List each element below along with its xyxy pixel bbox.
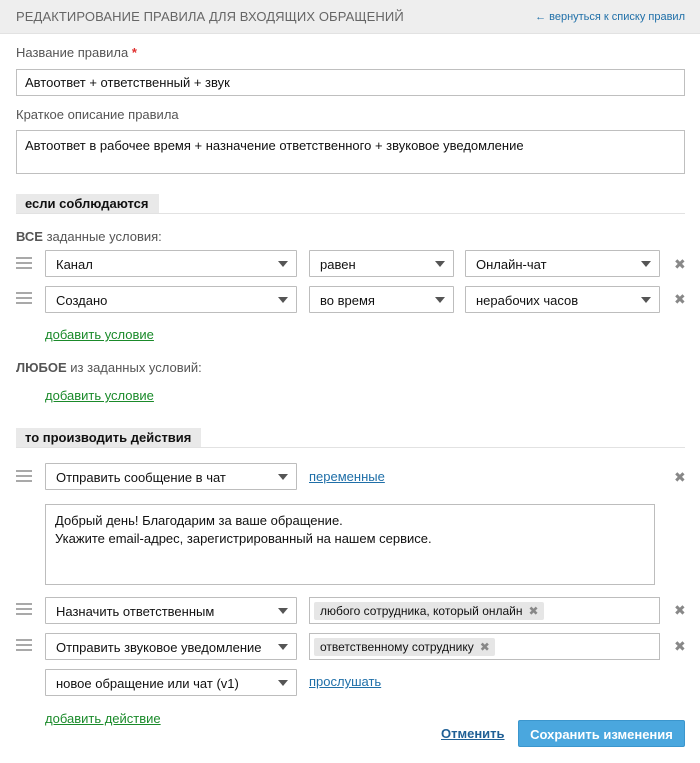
- rule-description-input[interactable]: Автоответ в рабочее время + назначение ответственного + звуковое уведомление: [16, 130, 685, 174]
- dropdown-arrow-icon: [435, 297, 445, 303]
- assignee-tag: любого сотрудника, который онлайн ✖: [314, 602, 544, 620]
- dropdown-arrow-icon: [278, 297, 288, 303]
- conditions-section-title: если соблюдаются: [16, 194, 159, 214]
- section-divider: [16, 213, 685, 214]
- drag-handle-icon[interactable]: [16, 257, 32, 269]
- listen-link[interactable]: прослушать: [309, 674, 382, 689]
- dropdown-arrow-icon: [278, 261, 288, 267]
- page-header: [0, 0, 700, 34]
- any-conditions-label: ЛЮБОЕ из заданных условий:: [16, 360, 202, 375]
- action-type-select[interactable]: Назначить ответственным: [45, 597, 297, 624]
- all-conditions-label: ВСЕ заданные условия:: [16, 229, 162, 244]
- actions-section-title: то производить действия: [16, 428, 201, 448]
- section-divider: [16, 447, 685, 448]
- condition-operator-select[interactable]: во время: [309, 286, 454, 313]
- dropdown-arrow-icon: [435, 261, 445, 267]
- tag-remove-icon[interactable]: ✖: [479, 640, 490, 654]
- recipient-tag: ответственному сотруднику ✖: [314, 638, 495, 656]
- action-type-select[interactable]: Отправить сообщение в чат: [45, 463, 297, 490]
- sound-recipient-tag-input[interactable]: [309, 633, 660, 660]
- rule-description-label: Краткое описание правила: [16, 107, 179, 122]
- remove-action-icon[interactable]: ✖: [674, 469, 686, 485]
- assignee-tag-input[interactable]: [309, 597, 660, 624]
- dropdown-arrow-icon: [278, 474, 288, 480]
- condition-value-select[interactable]: Онлайн-чат: [465, 250, 660, 277]
- condition-field-select[interactable]: Канал: [45, 250, 297, 277]
- dropdown-arrow-icon: [641, 297, 651, 303]
- condition-operator-select[interactable]: равен: [309, 250, 454, 277]
- sound-select[interactable]: новое обращение или чат (v1): [45, 669, 297, 696]
- dropdown-arrow-icon: [641, 261, 651, 267]
- chat-message-textarea[interactable]: Добрый день! Благодарим за ваше обращение. Укажите email-адрес, зарегистрированный на нашем сервисе.: [45, 504, 655, 585]
- drag-handle-icon[interactable]: [16, 292, 32, 304]
- remove-action-icon[interactable]: ✖: [674, 602, 686, 618]
- action-type-select[interactable]: Отправить звуковое уведомление: [45, 633, 297, 660]
- dropdown-arrow-icon: [278, 680, 288, 686]
- drag-handle-icon[interactable]: [16, 639, 32, 651]
- remove-action-icon[interactable]: ✖: [674, 638, 686, 654]
- back-to-rules-link[interactable]: ← вернуться к списку правил: [535, 11, 685, 23]
- save-button[interactable]: Сохранить изменения: [518, 720, 685, 747]
- drag-handle-icon[interactable]: [16, 470, 32, 482]
- required-mark: *: [131, 45, 137, 60]
- add-all-condition-link[interactable]: добавить условие: [45, 327, 154, 342]
- condition-field-select[interactable]: Создано: [45, 286, 297, 313]
- rule-name-input[interactable]: Автоответ + ответственный + звук: [16, 69, 685, 96]
- add-any-condition-link[interactable]: добавить условие: [45, 388, 154, 403]
- condition-value-select[interactable]: нерабочих часов: [465, 286, 660, 313]
- rule-name-label: Название правила *: [16, 45, 137, 60]
- remove-condition-icon[interactable]: ✖: [674, 291, 686, 307]
- add-action-link[interactable]: добавить действие: [45, 711, 161, 726]
- cancel-link[interactable]: Отменить: [441, 726, 505, 741]
- page-title: РЕДАКТИРОВАНИЕ ПРАВИЛА ДЛЯ ВХОДЯЩИХ ОБРАЩЕНИЙ: [16, 9, 404, 24]
- drag-handle-icon[interactable]: [16, 603, 32, 615]
- dropdown-arrow-icon: [278, 608, 288, 614]
- remove-condition-icon[interactable]: ✖: [674, 256, 686, 272]
- variables-link[interactable]: переменные: [309, 469, 385, 484]
- dropdown-arrow-icon: [278, 644, 288, 650]
- tag-remove-icon[interactable]: ✖: [528, 604, 539, 618]
